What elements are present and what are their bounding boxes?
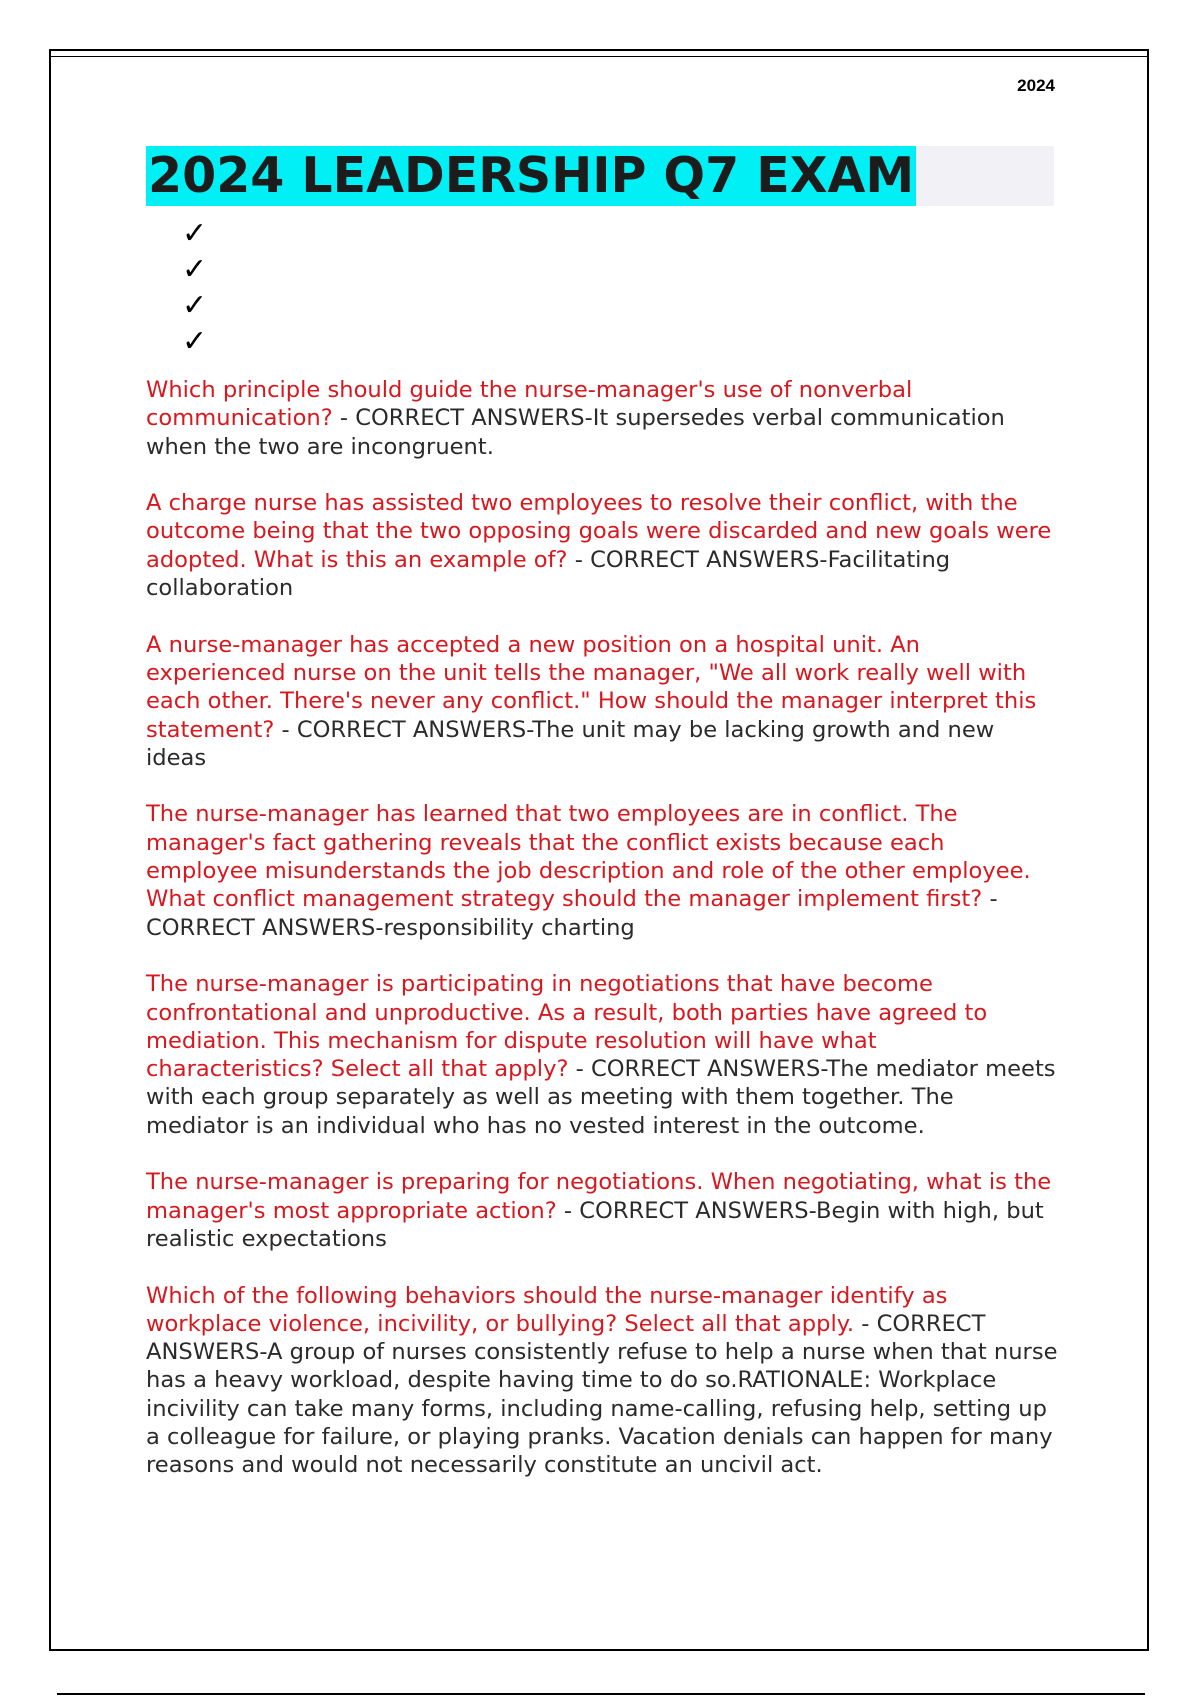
qa-item (146, 376, 1058, 461)
question-text: Which principle should guide the nurse-manager's use of nonverbal communication? (146, 377, 913, 432)
checkmark-icon: ✓ (182, 288, 208, 323)
bottom-rule (57, 1693, 1145, 1695)
question-text: A nurse-manager has accepted a new position on a hospital unit. An experienced nurse on the unit tells the manager, "We all work really well with each other. There's never any conflict." How should the manager interpret this statement? (146, 631, 1037, 743)
qa-item (146, 631, 1058, 772)
checkmark-icon: ✓ (182, 216, 208, 251)
answer-text: responsibility charting (383, 914, 635, 941)
page-border-top-rule (49, 56, 1149, 57)
qa-item (146, 1168, 1058, 1253)
answer-text: Begin with high, but realistic expectations (146, 1197, 1044, 1252)
checkmark-icon: ✓ (182, 324, 208, 359)
qa-item (146, 800, 1058, 941)
answer-prefix: - CORRECT ANSWERS- (567, 546, 828, 573)
answer-text: The mediator meets with each group separately as well as meeting with them together. The mediator is an individual who has no vested interest in the outcome. (146, 1056, 1056, 1139)
question-text: Which of the following behaviors should the nurse-manager identify as workplace violence, incivility, or bullying? Select all that apply. (146, 1282, 948, 1337)
answer-prefix: - CORRECT ANSWERS- (274, 716, 533, 743)
question-text: The nurse-manager is participating in negotiations that have become confrontational and unproductive. As a result, both parties have agreed to mediation. This mechanism for dispute resolution will have what characteristics? Select all that apply? (146, 971, 988, 1083)
qa-item (146, 970, 1058, 1140)
answer-prefix: - CORRECT ANSWERS- (568, 1056, 827, 1083)
checkmark-icon: ✓ (182, 252, 208, 287)
answer-prefix: - CORRECT ANSWERS- (556, 1197, 816, 1224)
qa-item (146, 1282, 1058, 1480)
question-text: The nurse-manager has learned that two employees are in conflict. The manager's fact gathering reveals that the conflict exists because each employee misunderstands the job description and role of the other employee. What conflict management strategy should the manager implement first? (146, 801, 1031, 913)
answer-prefix: - CORRECT ANSWERS- (146, 1310, 986, 1366)
question-text: A charge nurse has assisted two employees to resolve their conflict, with the outcome being that the two opposing goals were discarded and new goals were adopted. What is this an example of? (146, 490, 1052, 573)
answer-text: It supersedes verbal communication when the two are incongruent. (146, 405, 1005, 460)
answer-text: Facilitating collaboration (146, 546, 951, 602)
answer-text: The unit may be lacking growth and new ideas (146, 716, 995, 771)
page-title: 2024 LEADERSHIP Q7 EXAM (148, 147, 915, 204)
answer-prefix: - CORRECT ANSWERS- (146, 886, 998, 941)
question-text: The nurse-manager is preparing for negotiations. When negotiating, what is the manager's most appropriate action? (146, 1169, 1052, 1224)
answer-prefix: - CORRECT ANSWERS- (332, 405, 593, 432)
qa-list (146, 376, 1058, 1508)
answer-text: A group of nurses consistently refuse to help a nurse when that nurse has a heavy workload, despite having time to do so.RATIONALE: Workplace incivility can take many forms, including name-calling, refusing help, setting up a colleague for failure, or playing pranks. Vacation denials can happen for many reasons and would not necessarily constitute an uncivil act. (146, 1339, 1058, 1479)
checkmark-list (182, 216, 207, 360)
header-year: 2024 (1017, 76, 1055, 95)
qa-item (146, 489, 1058, 602)
